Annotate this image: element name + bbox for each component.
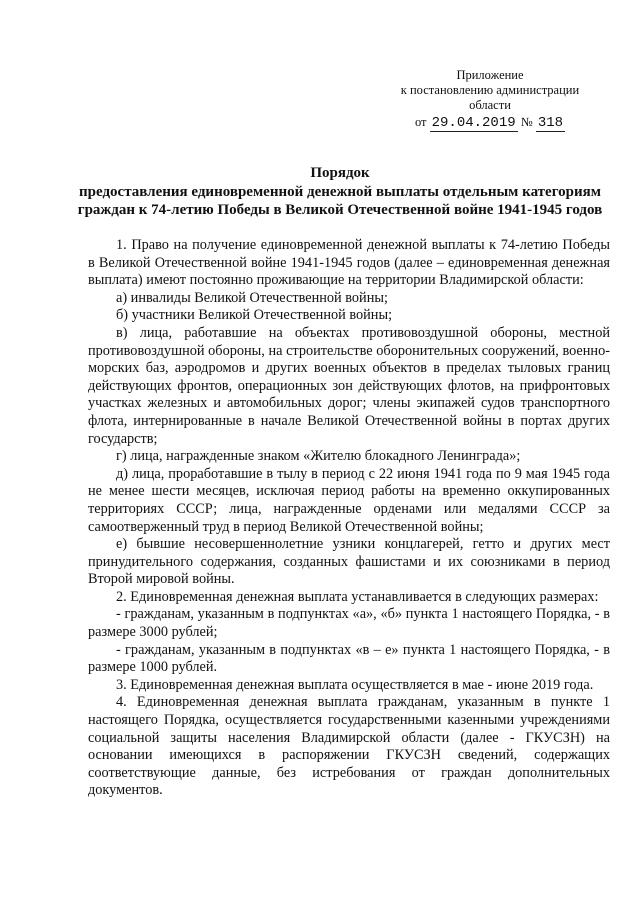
document-title (60, 164, 620, 219)
paragraph-2-item-2: - гражданам, указанным в подпунктах «в – е» пункта 1 настоящего Порядка, - в размере 1000 рублей. (88, 641, 610, 676)
appendix-label: Приложение (456, 68, 524, 82)
paragraph-1d: д) лица, проработавшие в тылу в период с 22 июня 1941 года по 9 мая 1945 года не менее шести месяцев, исключая период работы на временно оккупированных территориях СССР; лица, награжденные орденами или медалями СССР за самоотверженный труд в период Великой Отечественной войны; (88, 465, 610, 535)
decree-number: 318 (537, 115, 564, 131)
paragraph-3: 3. Единовременная денежная выплата осуществляется в мае - июне 2019 года. (116, 676, 594, 693)
title-line-1: Порядок (310, 165, 370, 181)
paragraph-1v: в) лица, работавшие на объектах противовоздушной обороны, местной противовоздушной обороны, на строительстве оборонительных сооружений, военно-морских баз, аэродромов и других военных объектов в пределах тыловых границ действующих фронтов, операционных зон действующих флотов, на прифронтовых участках железных и автомобильных дорог; члены экипажей судов транспортного флота, интернированные в начале Великой Отечественной войны в портах других государств; (88, 324, 610, 447)
appendix-decree-line: к постановлению администрации (400, 83, 580, 97)
paragraph-1a: а) инвалиды Великой Отечественной войны; (116, 289, 388, 306)
paragraph-1b: б) участники Великой Отечественной войны; (116, 307, 393, 324)
date-prefix: от (414, 115, 427, 129)
paragraph-4: 4. Единовременная денежная выплата гражданам, указанным в пункте 1 настоящего Порядка, осуществляется государственными казенными учреждениями социальной защиты населения Владимирской области (далее - ГКУСЗН) на основании имеющихся в распоряжении ГКУСЗН сведений, содержащих соответствующие данные, без истребования от граждан дополнительных документов. (88, 694, 610, 799)
paragraph-1: 1. Право на получение единовременной денежной выплаты к 74-летию Победы в Великой Отечественной войне 1941-1945 годов (далее – единовременная денежная выплата) имеют постоянно проживающие на территории Владимирской области: (88, 237, 610, 289)
paragraph-2: 2. Единовременная денежная выплата устанавливается в следующих размерах: (116, 588, 599, 605)
number-sign: № (520, 115, 533, 129)
decree-date-line (390, 115, 590, 131)
appendix-region-line: области (469, 98, 511, 112)
title-line-3: граждан к 74-летию Победы в Великой Отечественной войне 1941-1945 годов (77, 202, 603, 218)
document-body (88, 237, 610, 800)
title-line-2: предоставления единовременной денежной выплаты отдельным категориям (79, 184, 601, 200)
paragraph-1g: г) лица, награжденные знаком «Жителю блокадного Ленинграда»; (116, 448, 521, 465)
paragraph-2-item-1: - гражданам, указанным в подпунктах «а», «б» пункта 1 настоящего Порядка, - в размере 3000 рублей; (88, 606, 610, 641)
paragraph-1e: е) бывшие несовершеннолетние узники концлагерей, гетто и других мест принудительного содержания, созданных фашистами и их союзниками в период Второй мировой войны. (88, 536, 610, 588)
decree-date: 29.04.2019 (431, 115, 516, 131)
appendix-header (390, 68, 590, 131)
